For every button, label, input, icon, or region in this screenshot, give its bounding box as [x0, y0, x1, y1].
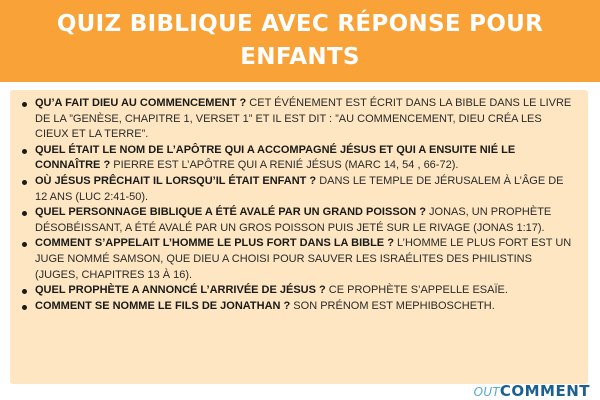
- answer-text: CE PROPHÈTE S’APPELLE ESAÏE.: [325, 284, 508, 297]
- bullet-icon: [22, 289, 27, 294]
- list-item: [22, 283, 578, 299]
- bullet-icon: [22, 211, 27, 216]
- question-text: QUEL PERSONNAGE BIBLIQUE A ÉTÉ AVALÉ PAR UN GRAND POISSON ?: [35, 206, 426, 219]
- page-title: QUIZ BIBLIQUE AVEC RÉPONSE POUR ENFANTS: [56, 11, 544, 70]
- list-item: [22, 174, 578, 205]
- bullet-icon: [22, 102, 27, 107]
- title-banner: [0, 0, 600, 82]
- list-item: [22, 96, 578, 143]
- qa-panel: [10, 90, 588, 384]
- logo-part-comment: COMMENT: [499, 382, 590, 400]
- qa-list: [22, 96, 578, 314]
- list-item: [22, 205, 578, 236]
- bullet-icon: [22, 242, 27, 247]
- question-text: COMMENT S’APPELAIT L’HOMME LE PLUS FORT DANS LA BIBLE ?: [35, 237, 394, 250]
- bullet-icon: [22, 180, 27, 185]
- question-text: QU’A FAIT DIEU AU COMMENCEMENT ?: [35, 97, 247, 109]
- answer-text: DANS LE TEMPLE DE JÉRUSALEM À L’ÂGE DE 12 ANS (LUC 2:41-50).: [35, 174, 564, 203]
- answer-text: SON PRÉNOM EST MEPHIBOSCHETH.: [290, 299, 495, 312]
- answer-text: CET ÉVÉNEMENT EST ÉCRIT DANS LA BIBLE DANS LE LIVRE DE LA ”GENÈSE, CHAPITRE 1, VERSET 1” ET IL EST DIT : ”AU COMMENCEMENT, DIEU CRÉA LES CIEUX ET LA TERRE”.: [35, 97, 572, 141]
- question-text: QUEL ÉTAIT LE NOM DE L’APÔTRE QUI A ACCOMPAGNÉ JÉSUS ET QUI A ENSUITE NIÉ LE CONNAÎTRE ?: [35, 143, 516, 172]
- bullet-icon: [22, 149, 27, 154]
- answer-text: JONAS, UN PROPHÈTE DÉSOBÉISSANT, A ÉTÉ AVALÉ PAR UN GROS POISSON PUIS JETÉ SUR LE RIVAGE (JONAS 1:17).: [35, 206, 552, 234]
- bullet-icon: [22, 305, 27, 310]
- brand-logo[interactable]: [474, 382, 590, 400]
- answer-text: PIERRE EST L’APÔTRE QUI A RENIÉ JÉSUS (MARC 14, 54 , 66-72).: [110, 159, 459, 172]
- list-item: [22, 236, 578, 283]
- question-text: COMMENT SE NOMME LE FILS DE JONATHAN ?: [35, 299, 291, 312]
- answer-text: L’HOMME LE PLUS FORT EST UN JUGE NOMMÉ SAMSON, QUE DIEU A CHOISI POUR SAUVER LES ISRAÉLITES DES PHILISTINS (JUGES, CHAPITRES 13 À 16).: [35, 237, 572, 281]
- question-text: QUEL PROPHÈTE A ANNONCÉ L’ARRIVÉE DE JÉSUS ?: [35, 284, 326, 297]
- list-item: [22, 299, 578, 315]
- list-item: [22, 143, 578, 174]
- logo-part-out: OUT: [473, 385, 500, 399]
- question-text: OÙ JÉSUS PRÊCHAIT IL LORSQU’IL ÉTAIT ENFANT ?: [35, 174, 317, 187]
